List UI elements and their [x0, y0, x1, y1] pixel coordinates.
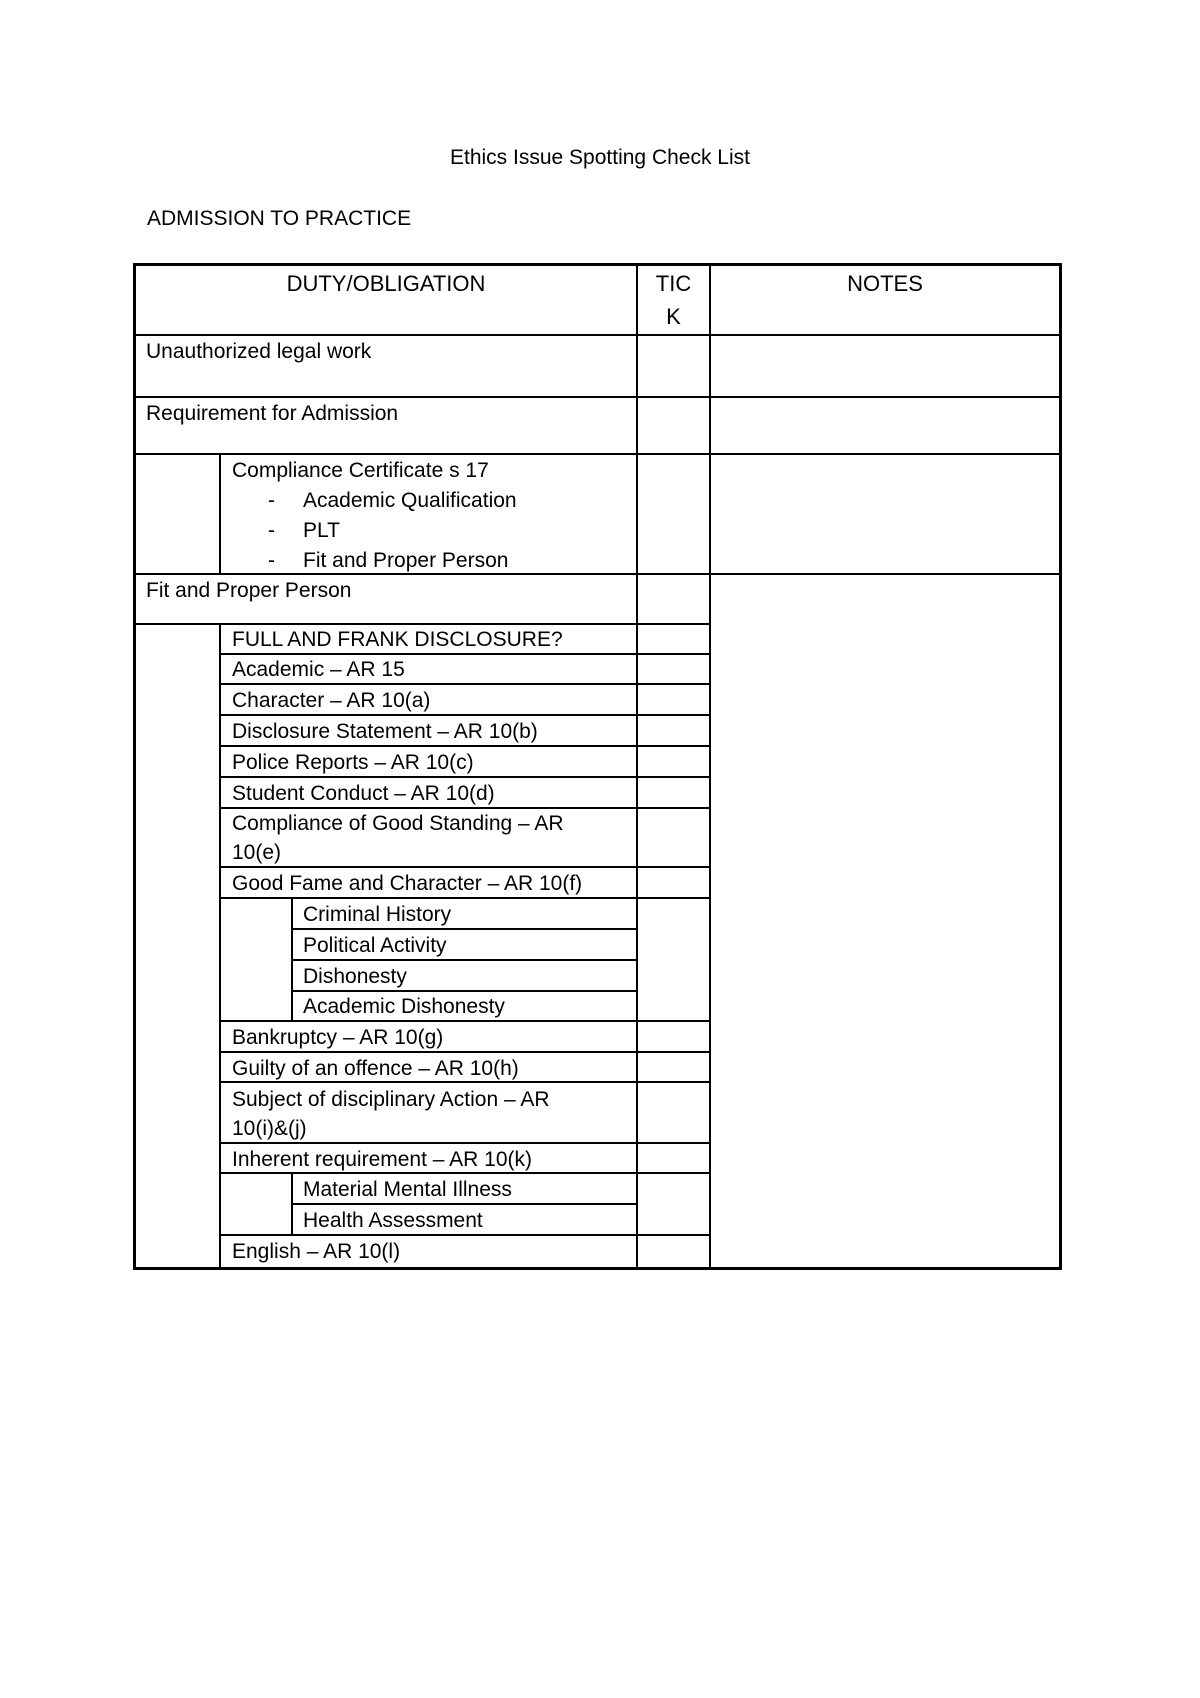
row-compliance-certificate: Compliance Certificate s 17: [232, 459, 489, 482]
row-good-fame-and-character: Good Fame and Character – AR 10(f): [232, 872, 583, 895]
table-border-right: [1059, 263, 1062, 1270]
row-full-and-frank-disclosure: FULL AND FRANK DISCLOSURE?: [232, 628, 563, 651]
notes-column-divider: [709, 263, 711, 1270]
row-unauthorized-legal-work: Unauthorized legal work: [146, 340, 372, 363]
row-student-conduct: Student Conduct – AR 10(d): [232, 782, 495, 805]
table-border-top: [133, 263, 1062, 266]
header-notes: NOTES: [847, 271, 923, 296]
bullet-dash: -: [268, 549, 275, 572]
list-item-label: PLT: [303, 519, 340, 542]
row-criminal-history: Criminal History: [303, 903, 452, 926]
row-fit-and-proper-person: Fit and Proper Person: [146, 579, 352, 602]
header-duty-obligation: DUTY/OBLIGATION: [286, 271, 486, 296]
header-tick-line1: TIC: [655, 271, 692, 296]
row-good-standing-line2: 10(e): [232, 841, 282, 864]
row-divider: [133, 453, 1062, 455]
row-good-standing-line1: Compliance of Good Standing – AR: [232, 812, 564, 835]
row-inherent-requirement: Inherent requirement – AR 10(k): [232, 1148, 532, 1171]
row-guilty-of-offence: Guilty of an offence – AR 10(h): [232, 1057, 519, 1080]
page-title: Ethics Issue Spotting Check List: [450, 146, 750, 169]
row-academic: Academic – AR 15: [232, 658, 405, 681]
header-tick-line2: K: [666, 304, 681, 329]
row-english: English – AR 10(l): [232, 1240, 401, 1263]
row-requirement-for-admission: Requirement for Admission: [146, 402, 399, 425]
row-bankruptcy: Bankruptcy – AR 10(g): [232, 1026, 444, 1049]
section-heading: ADMISSION TO PRACTICE: [147, 207, 412, 230]
row-disciplinary-line2: 10(i)&(j): [232, 1117, 307, 1140]
row-police-reports: Police Reports – AR 10(c): [232, 751, 474, 774]
row-material-mental-illness: Material Mental Illness: [303, 1178, 512, 1201]
row-disciplinary-line1: Subject of disciplinary Action – AR: [232, 1088, 550, 1111]
bullet-dash: -: [268, 489, 275, 512]
row-health-assessment: Health Assessment: [303, 1209, 483, 1232]
table-border-bottom: [133, 1267, 1062, 1270]
bullet-dash: -: [268, 519, 275, 542]
list-item-label: Academic Qualification: [303, 489, 517, 512]
table-border-left: [133, 263, 136, 1270]
row-political-activity: Political Activity: [303, 934, 447, 957]
row-divider: [133, 396, 1062, 398]
tick-column-divider: [636, 263, 638, 1270]
indent-divider: [219, 453, 221, 574]
row-academic-dishonesty: Academic Dishonesty: [303, 995, 505, 1018]
list-item-label: Fit and Proper Person: [303, 549, 509, 572]
row-character: Character – AR 10(a): [232, 689, 431, 712]
row-dishonesty: Dishonesty: [303, 965, 407, 988]
row-divider: [219, 866, 711, 868]
row-disclosure-statement: Disclosure Statement – AR 10(b): [232, 720, 538, 743]
row-divider: [133, 334, 1062, 336]
